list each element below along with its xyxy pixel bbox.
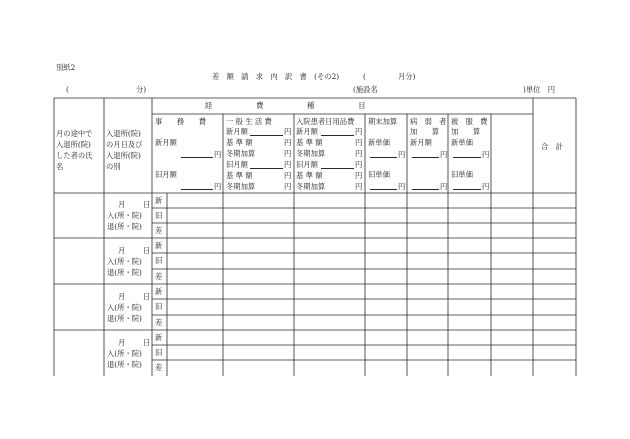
facility-label: (施設名 <box>353 85 378 94</box>
clothing-old-unit: 旧単価 <box>451 170 473 179</box>
supplies-yen: 円 <box>355 160 363 169</box>
living-expense-heading: 一 般 生 活 費 <box>226 117 272 126</box>
clothing-sub: 加 算 <box>451 127 481 136</box>
office-expense-heading: 事 務 費 <box>155 117 207 126</box>
supplies-line: 基 準 額 <box>296 171 323 180</box>
row-label-diff: 差 <box>155 363 163 372</box>
row-label-old: 旧 <box>155 302 163 311</box>
supplies-line: 旧月額 <box>296 160 318 169</box>
supplies-heading: 入院患者日用品費 <box>296 117 355 126</box>
month-text: 月 <box>118 246 126 255</box>
office-new-blank <box>181 157 213 158</box>
header-move-line: 月の途中で <box>56 129 93 138</box>
header-date-column <box>106 128 142 172</box>
row-label-old: 旧 <box>155 211 163 220</box>
supplies-yen: 円 <box>355 127 363 136</box>
sick-old-yen: 円 <box>440 182 448 191</box>
month-text: 月 <box>118 292 126 301</box>
header-date-line: 入退所(院) <box>106 151 141 160</box>
period-open: ( <box>66 85 69 94</box>
day-text: 日 <box>143 246 151 255</box>
yearend-old-yen: 円 <box>398 182 406 191</box>
living-yen: 円 <box>284 171 292 180</box>
month-label: 月分) <box>398 72 416 81</box>
header-move-line: 入退所(院) <box>56 140 91 149</box>
sick-new-yen: 円 <box>440 150 448 159</box>
living-line: 新月額 <box>226 127 248 136</box>
clothing-heading: 被 服 費 <box>451 117 488 126</box>
row-label-old: 旧 <box>155 348 163 357</box>
total-heading: 合 計 <box>541 142 563 151</box>
yearend-new-unit: 新単価 <box>368 138 390 147</box>
clothing-new-blank <box>453 157 481 158</box>
row-label-diff: 差 <box>155 318 163 327</box>
month-open: ( <box>363 72 366 81</box>
day-text: 日 <box>143 200 151 209</box>
move-out-text: 退(所・院) <box>107 314 142 323</box>
living-yen: 円 <box>284 182 292 191</box>
row-label-new: 新 <box>155 196 163 205</box>
header-date-line: 入退所(院) <box>106 129 141 138</box>
header-move-line: した者の氏 <box>56 151 93 160</box>
header-date-line: の月日及び <box>106 140 143 149</box>
supplies-blank <box>321 135 354 136</box>
day-text: 日 <box>143 338 151 347</box>
move-out-text: 退(所・院) <box>107 222 142 231</box>
supplies-yen: 円 <box>355 182 363 191</box>
office-old-blank <box>181 189 213 190</box>
living-yen: 円 <box>284 160 292 169</box>
supplies-yen: 円 <box>355 138 363 147</box>
day-text: 日 <box>143 292 151 301</box>
living-line: 冬期加算 <box>226 149 256 158</box>
clothing-old-blank <box>453 189 481 190</box>
sick-sub: 加 算 <box>410 127 440 136</box>
living-line: 旧月額 <box>226 160 248 169</box>
row-label-new: 新 <box>155 287 163 296</box>
living-yen: 円 <box>284 138 292 147</box>
clothing-new-unit: 新単価 <box>451 138 473 147</box>
yearend-heading: 期末加算 <box>368 117 398 126</box>
move-in-text: 入(所・院) <box>107 303 142 312</box>
office-old-month: 旧月額 <box>155 170 177 179</box>
move-in-text: 入(所・院) <box>107 349 142 358</box>
row-label-old: 旧 <box>155 256 163 265</box>
yearend-old-blank <box>370 189 397 190</box>
yearend-old-unit: 旧単価 <box>368 170 390 179</box>
unit-label: )単位 円 <box>523 85 556 94</box>
living-yen: 円 <box>284 149 292 158</box>
office-new-month: 新月額 <box>155 138 177 147</box>
row-label-diff: 差 <box>155 226 163 235</box>
expense-group-heading: 経 費 種 目 <box>205 101 366 110</box>
supplies-line: 冬期加算 <box>296 182 326 191</box>
clothing-old-yen: 円 <box>482 182 490 191</box>
move-out-text: 退(所・院) <box>107 360 142 369</box>
living-blank <box>250 135 283 136</box>
living-line: 基 準 額 <box>226 138 253 147</box>
annex-label: 別紙2 <box>56 63 76 72</box>
sick-new-month: 新月額 <box>410 138 432 147</box>
sick-new-blank <box>412 157 439 158</box>
row-label-new: 新 <box>155 241 163 250</box>
supplies-line: 冬期加算 <box>296 149 326 158</box>
living-yen: 円 <box>284 127 292 136</box>
move-in-text: 入(所・院) <box>107 257 142 266</box>
yearend-new-yen: 円 <box>398 150 406 159</box>
header-date-line: の別 <box>106 162 121 171</box>
month-text: 月 <box>118 338 126 347</box>
period-close: 分) <box>136 85 147 94</box>
document-title: 差 額 請 求 内 訳 書 (その2) <box>212 72 340 81</box>
clothing-new-yen: 円 <box>482 150 490 159</box>
header-move-column <box>56 128 92 172</box>
living-blank <box>250 168 283 169</box>
supplies-blank <box>321 168 354 169</box>
sick-old-blank <box>412 189 439 190</box>
move-out-text: 退(所・院) <box>107 268 142 277</box>
living-line: 基 準 額 <box>226 171 253 180</box>
month-text: 月 <box>118 200 126 209</box>
office-old-yen: 円 <box>214 182 222 191</box>
supplies-line: 新月額 <box>296 127 318 136</box>
living-line: 冬期加算 <box>226 182 256 191</box>
row-label-new: 新 <box>155 333 163 342</box>
yearend-new-blank <box>370 157 397 158</box>
move-in-text: 入(所・院) <box>107 211 142 220</box>
office-new-yen: 円 <box>214 150 222 159</box>
supplies-yen: 円 <box>355 171 363 180</box>
header-move-line: 名 <box>56 162 64 171</box>
sick-heading: 病 弱 者 <box>410 117 447 126</box>
supplies-line: 基 準 額 <box>296 138 323 147</box>
supplies-yen: 円 <box>355 149 363 158</box>
row-label-diff: 差 <box>155 272 163 281</box>
